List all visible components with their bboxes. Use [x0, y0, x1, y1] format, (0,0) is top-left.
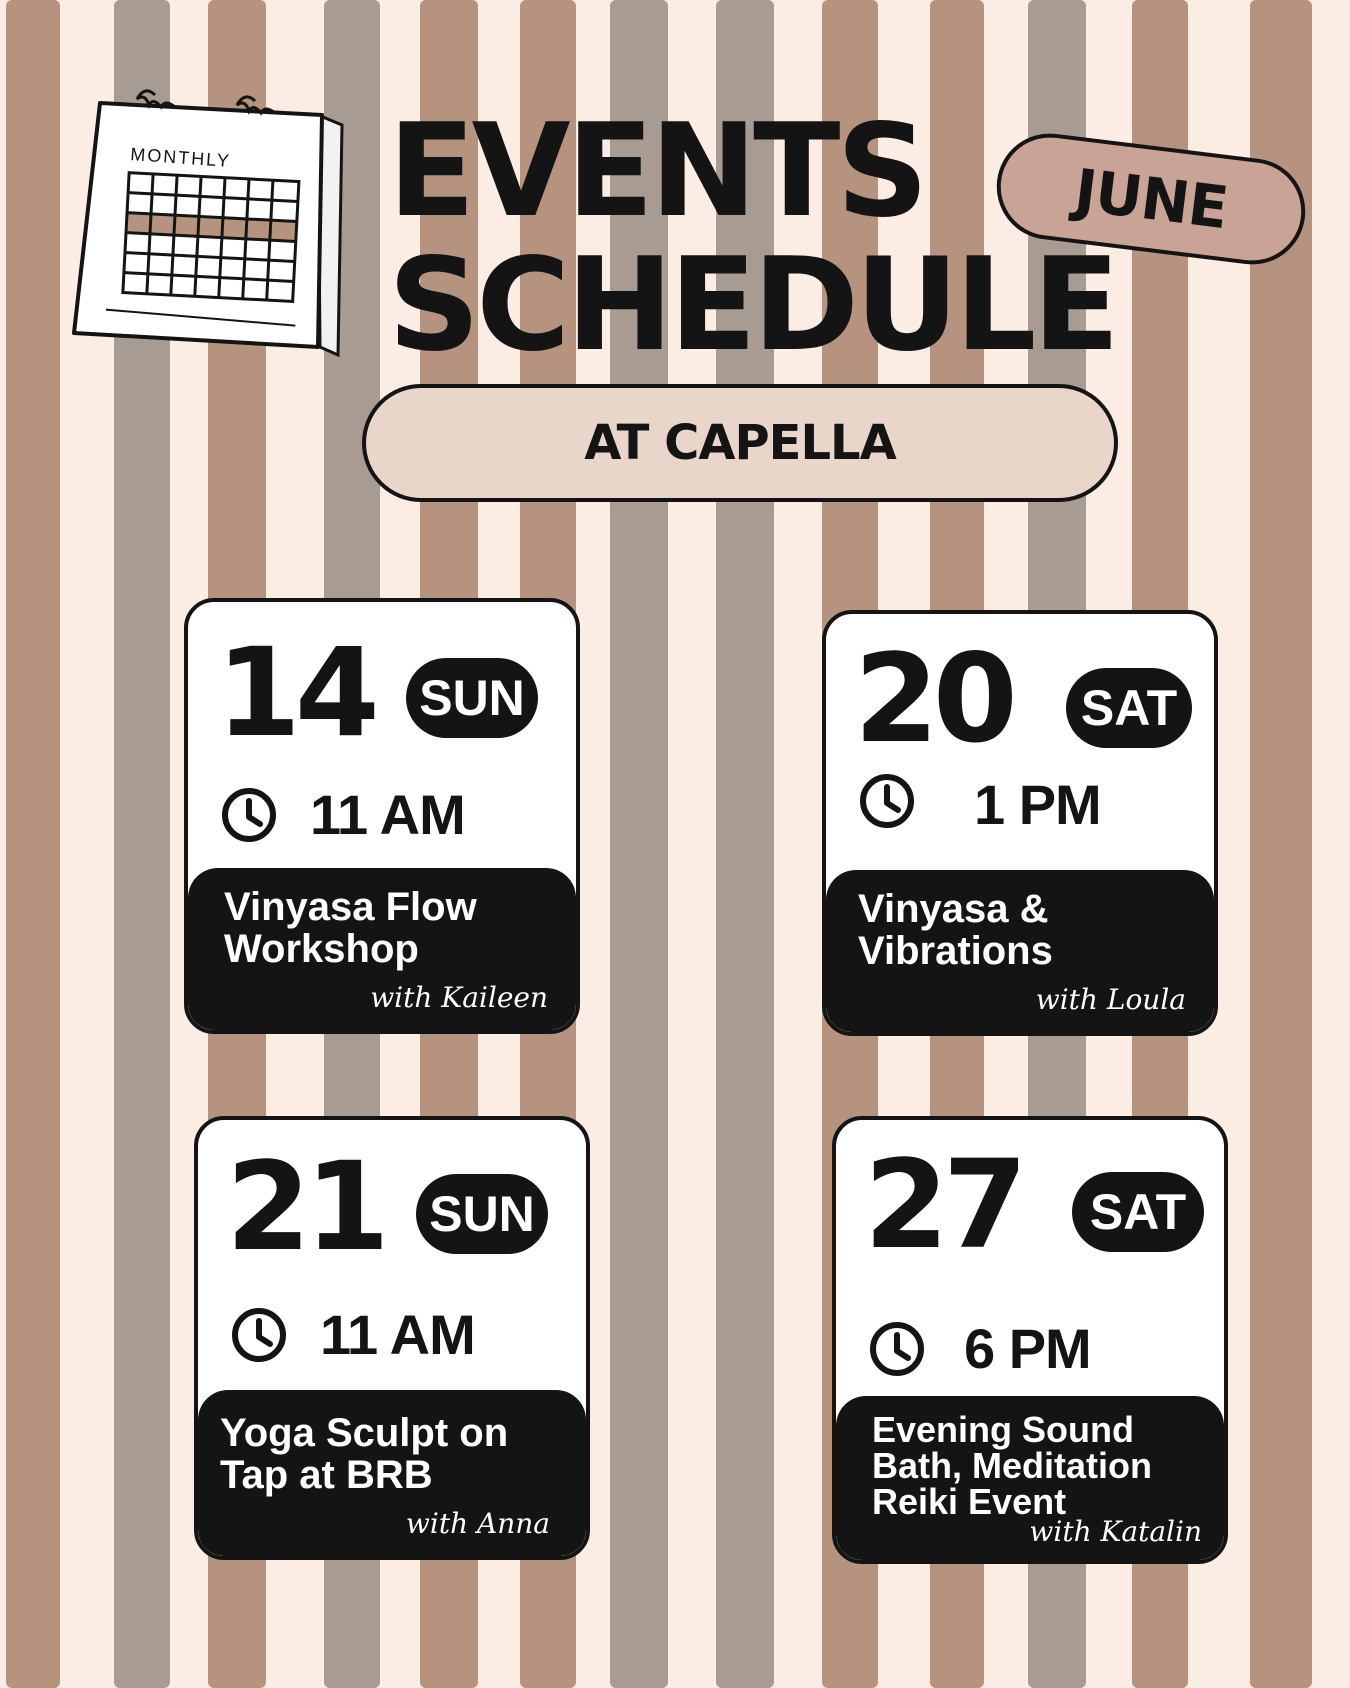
event-info: [826, 870, 1214, 1032]
event-time: 6 PM: [964, 1317, 1091, 1380]
event-info: [198, 1390, 586, 1556]
calendar-icon: [70, 85, 360, 375]
page-title-line1: EVENTS: [388, 97, 925, 246]
event-host: with Loula: [1035, 983, 1186, 1016]
event-day-badge: SUN: [406, 658, 538, 738]
event-card: [832, 1116, 1228, 1564]
event-day-badge: SAT: [1072, 1172, 1204, 1252]
event-card: [184, 598, 580, 1034]
event-date: 27: [864, 1134, 1022, 1276]
event-title: Evening Sound Bath, Meditation Reiki Event: [872, 1409, 1152, 1522]
clock-icon: [858, 772, 916, 830]
event-date: 14: [216, 622, 374, 764]
event-host: with Katalin: [1029, 1515, 1202, 1548]
event-date: 20: [854, 628, 1012, 770]
event-title: Vinyasa & Vibrations: [858, 887, 1053, 973]
event-info: [188, 868, 576, 1030]
event-day-badge: SAT: [1066, 668, 1192, 748]
clock-icon: [868, 1320, 926, 1378]
event-time: 1 PM: [974, 773, 1101, 836]
calendar-label: MONTHLY: [129, 144, 232, 172]
venue-badge: [362, 384, 1118, 502]
clock-icon: [220, 786, 278, 844]
event-title: Vinyasa Flow Workshop: [224, 885, 477, 971]
event-host: with Anna: [405, 1507, 550, 1540]
page-title-line2: SCHEDULE: [388, 231, 1116, 380]
event-day-badge: SUN: [416, 1174, 548, 1254]
event-date: 21: [226, 1136, 384, 1278]
background-stripe: [6, 0, 60, 1688]
event-info: [836, 1396, 1224, 1560]
event-card: [194, 1116, 590, 1560]
event-time: 11 AM: [310, 783, 465, 846]
event-host: with Kaileen: [370, 981, 548, 1014]
event-time: 11 AM: [320, 1303, 475, 1366]
event-title: Yoga Sculpt on Tap at BRB: [220, 1411, 509, 1497]
month-label: JUNE: [1071, 155, 1231, 243]
clock-icon: [230, 1306, 288, 1364]
event-card: [822, 610, 1218, 1036]
venue-label: AT CAPELLA: [584, 415, 896, 471]
